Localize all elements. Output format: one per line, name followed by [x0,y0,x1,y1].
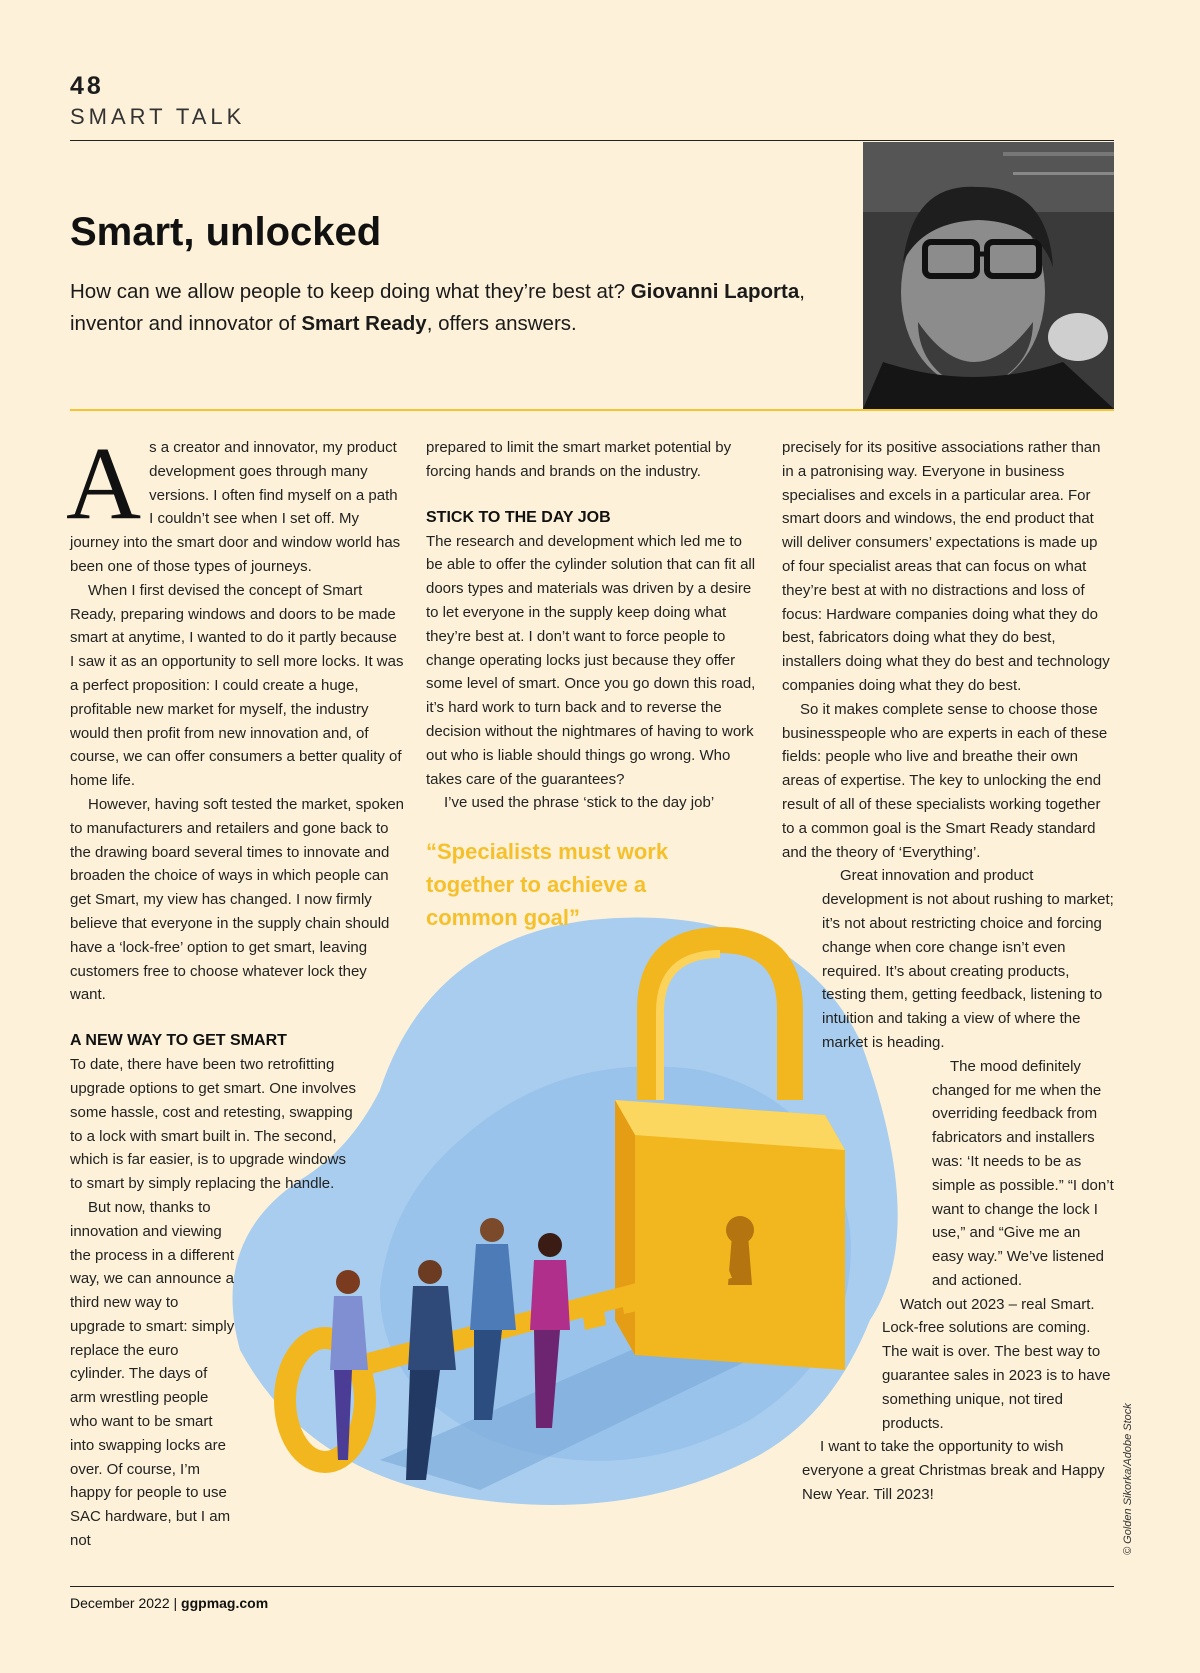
article-column-3 [782,436,1114,1507]
brand-name: Smart Ready [301,312,427,335]
paragraph: The research and development which led me to be able to offer the cylinder solution that can fit all doors types and materials was driven by a desire to let everyone in the supply keep doing what they’re best at. I don’t want to force people to change operating locks just because they offer some level of smart. Once you go down this road, it’s hard work to turn back and to reverse the decision without the nightmares of having to work out who is liable should things go wrong. Who takes care of the guarantees? [426,532,756,788]
website-link[interactable]: ggpmag.com [181,1595,269,1611]
standfirst-text: How can we allow people to keep doing what they’re best at? [70,280,631,303]
paragraph: When I first devised the concept of Smart Ready, preparing windows and doors to be made smart at anytime, I wanted to do it partly because I saw it as an opportunity to sell more locks. It was a perfect proposition: I could create a huge, profitable new market for myself, the industry would then profit from new innovation and, of course, we can offer consumers a better quality of home life. [70,581,404,790]
article-column-2 [426,436,758,934]
page-number: 48 [70,72,104,100]
paragraph: To date, there have been two retrofitting upgrade options to get smart. One involves some hassle, cost and retesting, swapping to a lock with smart built in. The second, which is far easier, is to upgrade windows to smart by simply replacing the handle. [70,1056,356,1193]
author-name: Giovanni Laporta [630,280,800,303]
standfirst-text: , offers answers. [426,312,577,335]
subheading: STICK TO THE DAY JOB [426,508,611,526]
section-label: SMART TALK [70,104,246,129]
paragraph: But now, thanks to innovation and viewing the process in a different way, we can announce a third new way to upgrade to smart: simply replace the euro cylinder. The days of arm wrestling people who want to be smart into swapping locks are over. Of course, I’m happy for people to use SAC hardware, but I am not [70,1198,235,1550]
paragraph: Watch out 2023 – real Smart. Lock-free solutions are coming. The wait is over. The best way to guarantee sales in 2023 is to have something unique, not tired products. [882,1295,1111,1432]
paragraph: However, having soft tested the market, spoken to manufacturers and retailers and gone back to the drawing board several times to innovate and broaden the choice of ways in which people can get Smart, my view has changed. I now firmly believe that everyone in the supply chain should have a ‘lock-free’ option to get smart, leaving customers free to choose whatever lock they want. [70,795,405,1004]
paragraph: precisely for its positive associations rather than in a patronising way. Everyone in business specialises and excels in a particular area. For smart doors and windows, the end product that will deliver consumers’ expectations is made up of four specialist areas that can focus on what they’re best at with no distractions and loss of focus: Hardware companies doing what they do best, fabricators doing what they do best, installers doing what they do best and technology companies doing what they do best. [782,439,1110,694]
drop-cap: A [66,426,142,541]
paragraph: s a creator and innovator, my product development goes through many versions. I often find myself on a path I couldn’t see when I set off. My journey into the smart door and window world has been one of those types of journeys. [70,439,401,575]
paragraph: prepared to limit the smart market potential by forcing hands and brands on the industry. [426,439,732,480]
top-divider [70,140,1114,141]
standfirst [70,276,850,340]
paragraph: Great innovation and product development is not about rushing to market; it’s not about restricting choice and forcing change when core change isn’t even required. It’s about creating products, testing them, getting feedback, listening to intuition and taking a view of where the market is heading. [822,867,1114,1051]
subheading: A NEW WAY TO GET SMART [70,1032,287,1050]
article-column-1 [66,426,405,1553]
paragraph: The mood definitely changed for me when the overriding feedback from fabricators and installers was: ‘It needs to be as simple as possible.” “I don’t want to change the lock I use,” and “Give me an easy way.” We’ve listened and actioned. [932,1057,1114,1289]
bottom-divider [70,1586,1114,1587]
paragraph: I’ve used the phrase ‘stick to the day job’ [444,794,715,812]
footer-separator: | [173,1595,178,1611]
standfirst-text: , inventor and innovator of [70,280,805,335]
image-credit: © Golden Sikorka/Adobe Stock [1122,1403,1134,1555]
gold-divider [70,409,1114,411]
author-portrait [863,142,1114,409]
paragraph: So it makes complete sense to choose those businesspeople who are experts in each of these fields: people who live and breathe their own areas of expertise. The key to unlocking the end result of all of these specialists working together to a common goal is the Smart Ready standard and the theory of ‘Everything’. [782,700,1108,861]
issue-date: December 2022 [70,1595,170,1611]
footer [70,1595,268,1611]
paragraph: I want to take the opportunity to wish everyone a great Christmas break and Happy New Year. Till 2023! [802,1438,1105,1504]
article-title: Smart, unlocked [70,210,382,254]
pull-quote: “Specialists must work together to achieve a common goal” [426,839,669,931]
